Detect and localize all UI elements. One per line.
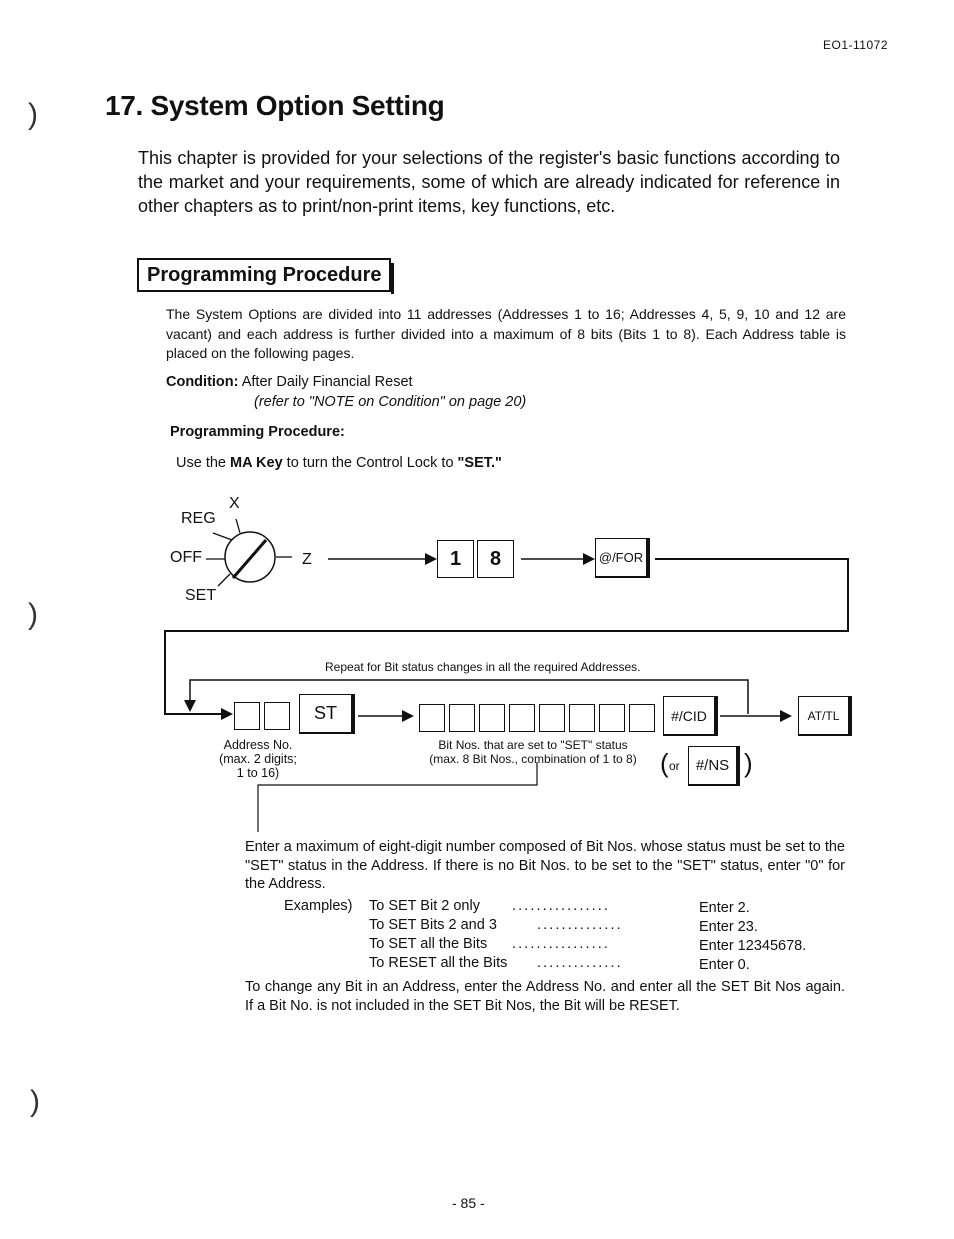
lock-position-x: X [229, 495, 240, 512]
control-lock-icon [206, 519, 292, 586]
condition-text: After Daily Financial Reset [241, 374, 413, 390]
page-title: 17. System Option Setting [105, 90, 445, 121]
intro-paragraph: This chapter is provided for your selections of the register's basic functions according to the market and your requirements, some of which are already indicated for reference in other chapters as to print/non-print items, key functions, etc. [138, 148, 840, 216]
address-note-line: (max. 2 digits; [219, 752, 297, 766]
bit-digit-box [449, 704, 475, 732]
bits-note-line: Bit Nos. that are set to "SET" status [438, 738, 628, 752]
page-number: - 85 - [452, 1195, 485, 1211]
use-text: Use the [176, 455, 230, 471]
condition-reference: (refer to "NOTE on Condition" on page 20) [254, 394, 527, 410]
bits-note-line: (max. 8 Bit Nos., combination of 1 to 8) [429, 752, 637, 766]
example-leader: ................ [512, 936, 611, 952]
enter-explanation: Enter a maximum of eight-digit number composed of Bit Nos. whose status must be set to the "SET" status in the Address. If there is no Bit Nos. to be set to the "SET" status, enter "0" for the Address. [245, 839, 845, 892]
lock-position-reg: REG [181, 510, 216, 527]
key-for[interactable]: @/FOR [595, 538, 650, 578]
example-desc: To SET Bits 2 and 3 [369, 917, 497, 933]
binding-mark: ) [28, 98, 38, 131]
key-1[interactable]: 1 [437, 540, 474, 578]
example-result: Enter 2. [699, 900, 750, 916]
bit-digit-box [479, 704, 505, 732]
example-desc: To RESET all the Bits [369, 955, 508, 971]
example-leader: .............. [537, 917, 623, 933]
open-paren: ( [660, 748, 669, 778]
key-ns[interactable]: #/NS [688, 746, 740, 786]
change-instruction: To change any Bit in an Address, enter the Address No. and enter all the SET Bit Nos again. If a Bit No. is not included in the SET Bit Nos, the Bit will be RESET. [245, 979, 845, 1014]
key-cid[interactable]: #/CID [663, 696, 718, 736]
ma-key-label: MA Key [230, 455, 283, 471]
address-description: The System Options are divided into 11 addresses (Addresses 1 to 16; Addresses 4, 5, 9, 10 and 12 are vacant) and each address is further divided into a maximum of 8 bits (Bits 1 to 8). Each Address table is placed on the following pages. [166, 306, 846, 361]
procedure-label: Programming Procedure: [170, 424, 345, 440]
section-heading: Programming Procedure [137, 258, 391, 292]
bits-note [395, 738, 671, 766]
bit-digit-box [599, 704, 625, 732]
lock-position-set: SET [185, 587, 217, 604]
example-result: Enter 23. [699, 919, 758, 935]
lock-position-z: Z [302, 551, 312, 568]
set-position-label: "SET." [457, 455, 502, 471]
key-st[interactable]: ST [299, 694, 355, 734]
address-digit-box [234, 702, 260, 730]
lock-position-off: OFF [170, 549, 202, 566]
bit-digit-box [539, 704, 565, 732]
binding-mark: ) [28, 598, 38, 631]
key-attl[interactable]: AT/TL [798, 696, 852, 736]
bit-digit-box [629, 704, 655, 732]
document-id: EO1-11072 [823, 38, 888, 52]
or-label: or [669, 759, 680, 773]
address-note [219, 738, 297, 780]
address-note-line: Address No. [223, 738, 293, 752]
condition-label: Condition: [166, 374, 239, 390]
example-desc: To SET all the Bits [369, 936, 488, 952]
repeat-note: Repeat for Bit status changes in all the required Addresses. [325, 660, 641, 674]
close-paren: ) [744, 748, 753, 778]
example-result: Enter 0. [699, 957, 750, 973]
example-leader: .............. [537, 955, 623, 971]
binding-mark: ) [30, 1085, 40, 1118]
examples-label: Examples) [284, 898, 353, 914]
address-digit-box [264, 702, 290, 730]
example-leader: ................ [512, 898, 611, 914]
example-result: Enter 12345678. [699, 938, 807, 954]
key-8[interactable]: 8 [477, 540, 514, 578]
use-text: to turn the Control Lock to [282, 455, 458, 471]
bit-digit-box [419, 704, 445, 732]
example-desc: To SET Bit 2 only [369, 898, 480, 914]
bit-digit-box [569, 704, 595, 732]
address-note-line: 1 to 16) [236, 766, 280, 780]
bit-digit-box [509, 704, 535, 732]
